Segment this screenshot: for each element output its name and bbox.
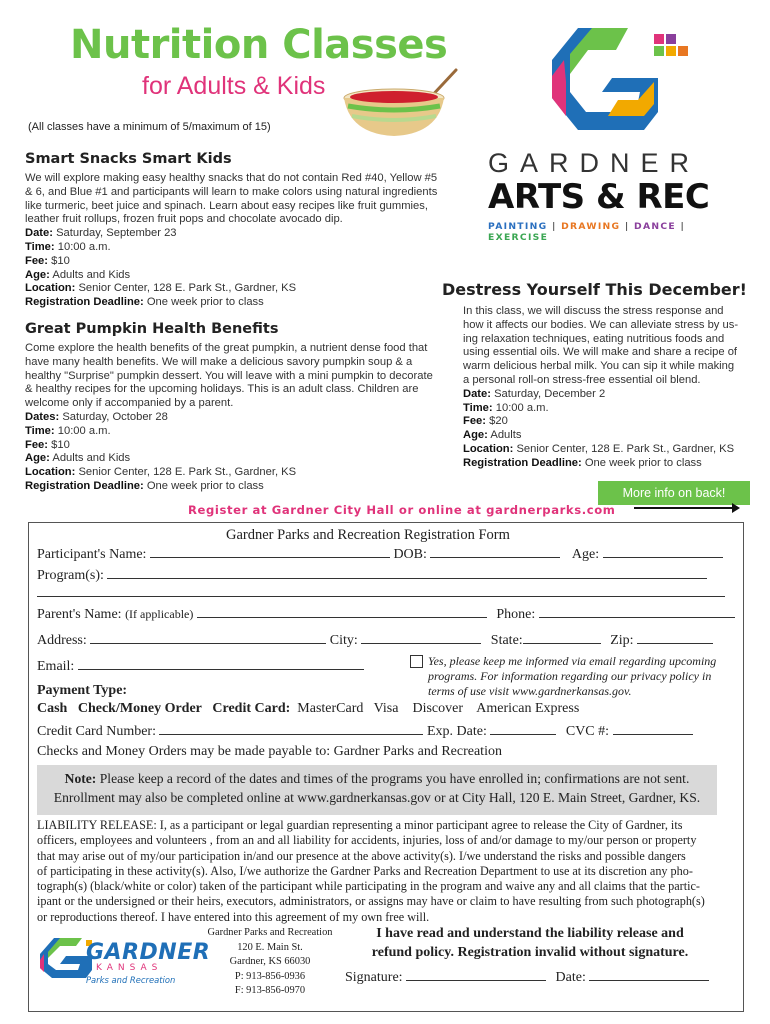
payment-credit[interactable]: Credit Card: [212, 701, 291, 716]
arrow-right-icon [632, 502, 742, 514]
footer-logo-dept: Parks and Recreation [86, 975, 176, 985]
arts-rec-logo [488, 148, 748, 243]
tag-exercise: EXERCISE [488, 232, 549, 243]
form-title: Gardner Parks and Recreation Registration Form [226, 527, 510, 543]
class-size-note: (All classes have a minimum of 5/maximum of 15) [28, 121, 271, 133]
class-fee: Fee: $10 [25, 254, 70, 267]
class-location: Location: Senior Center, 128 E. Park St., Gardner, KS [25, 282, 297, 295]
email-optin-text: Yes, please keep me informed via email regarding upcoming programs. For information regarding our privacy policy in terms of use visit www.gardnerkansas.gov. [428, 654, 717, 698]
destress-title: Destress Yourself This December! [442, 280, 747, 299]
class-date: Date: Saturday, September 23 [25, 227, 177, 240]
payment-options-row [37, 701, 579, 717]
class-time: Time: 10:00 a.m. [463, 401, 549, 414]
payable-note: Checks and Money Orders may be made payable to: Gardner Parks and Recreation [37, 744, 502, 759]
payment-check[interactable]: Check/Money Order [77, 701, 202, 716]
address-field[interactable] [90, 632, 326, 644]
page-title: Nutrition Classes [70, 22, 448, 68]
email-optin-checkbox[interactable] [410, 655, 423, 668]
logo-arts-rec-text: ARTS & REC [488, 177, 710, 217]
address-row: Address: City: State: Zip: [37, 632, 713, 649]
signature-field[interactable] [406, 969, 546, 981]
age-field[interactable] [603, 546, 723, 558]
programs-row: Program(s): [37, 567, 707, 584]
pumpkin-title: Great Pumpkin Health Benefits [25, 321, 279, 337]
state-field[interactable] [523, 632, 601, 644]
class-date: Date: Saturday, December 2 [463, 387, 606, 400]
agreement-statement: I have read and understand the liability release and refund policy. Registration invalid without signature. [371, 926, 689, 960]
class-fee: Fee: $20 [463, 415, 508, 428]
class-date: Dates: Saturday, October 28 [25, 410, 168, 423]
programs-field-line-2[interactable] [37, 596, 725, 597]
tag-drawing: DRAWING [561, 221, 621, 232]
signature-date-field[interactable] [589, 969, 709, 981]
class-location: Location: Senior Center, 128 E. Park St., Gardner, KS [463, 442, 735, 455]
city-field[interactable] [361, 632, 481, 644]
smart-snacks-title: Smart Snacks Smart Kids [25, 151, 232, 167]
participant-row: Participant's Name: DOB: Age: [37, 546, 723, 563]
card-amex[interactable]: American Express [476, 701, 580, 716]
liability-release: LIABILITY RELEASE: I, as a participant or legal guardian representing a minor participant agree to release the City of Gardner, its officers, employees and volunteers , from an and all liability for accidents, injuries, loss of and/or damage to my/our person or property that may arise out of my/our participation in/and our presence at the above activity(s). I/we understand the risks and possible dangers of participating in these activity(s). Also, I/we authorize the Gardner Parks and Recreation Department to use at its discretion any pho- tograph(s) (black/white or color) taken of the participant while participating in the program and waive any and all claims that the partic- ipant or the undersigned or their heirs, executors, administrators, or assigns may have or claim to have resulting from such photograph(s) or reproductions thereof. I have entered into this agreement of my own free will. [37, 818, 705, 924]
credit-card-number-field[interactable] [159, 723, 423, 735]
parent-name-field[interactable] [197, 606, 487, 618]
exp-date-field[interactable] [490, 723, 556, 735]
signature-row: Signature: Date: [345, 969, 709, 986]
card-mastercard[interactable]: MasterCard [297, 701, 364, 716]
page-subtitle: for Adults & Kids [142, 72, 326, 100]
email-field[interactable] [78, 658, 364, 670]
credit-card-row: Credit Card Number: Exp. Date: CVC #: [37, 723, 693, 740]
smart-snacks-description: We will explore making easy healthy snacks that do not contain Red #40, Yellow #5 & 6, and Blue #1 and participants will learn to make colors using natural ingredients like turmeric, beet juice and spinach. Learn about easy recipes like fruit gummies, leather fruit rollups, frozen fruit pops and chocolate avocado dip. Date: Saturday, September 23 Time: 10:00 a.m. Fee: $10 Age: Adults and Kids Location: Senior Center, 128 E. Park St., Gardner, KS Registration Deadline: One week prior to class [25, 172, 465, 310]
class-age: Age: Adults and Kids [25, 268, 131, 281]
class-time: Time: 10:00 a.m. [25, 424, 111, 437]
class-age: Age: Adults [463, 429, 522, 442]
pumpkin-description: Come explore the health benefits of the great pumpkin, a nutrient dense food that have many health benefits. We will make a delicious savory pumpkin soup & a healthy "Surprise" pumpkin dessert. You will leave with a mini pumpkin to decorate & healthy recipes for the upcoming holidays. This is an adult class. Children are welcome only if accompanied by a parent. Dates: Saturday, October 28 Time: 10:00 a.m. Fee: $10 Age: Adults and Kids Location: Senior Center, 128 E. Park St., Gardner, KS Registration Deadline: One week prior to class [25, 342, 449, 494]
enrollment-note: Note: Please keep a record of the dates and times of the programs you have enrolled in; confirmations are not sent. Enrollment may also be completed online at www.gardnerkansas.gov or at City Hall, 120 E. Main Street, Gardner, KS. [37, 765, 717, 815]
tag-dance: DANCE [634, 221, 676, 232]
card-discover[interactable]: Discover [412, 701, 464, 716]
parent-row: Parent's Name: (If applicable) Phone: [37, 606, 735, 623]
payment-cash[interactable]: Cash [37, 701, 68, 716]
mixing-bowl-image [336, 64, 466, 144]
register-link-text: Register at Gardner City Hall or online at gardnerparks.com [188, 503, 616, 517]
footer-logo-state: KANSAS [96, 963, 163, 973]
destress-description: In this class, we will discuss the stress response and how it affects our bodies. We can alleviate stress by us- ing relaxation techniques, eating nutritious foods and using essential oils. We will make and share a recipe of warm delicious herbal milk. You can sip it while making a personal roll-on stress-free essential oil blend. Date: Saturday, December 2 Time: 10:00 a.m. Fee: $20 Age: Adults Location: Senior Center, 128 E. Park St., Gardner, KS Registration Deadline: One week prior to class [463, 305, 753, 471]
class-time: Time: 10:00 a.m. [25, 240, 111, 253]
payment-type-label: Payment Type: [37, 683, 128, 698]
class-deadline: Registration Deadline: One week prior to class [25, 296, 264, 309]
gardner-g-logo-icon [548, 20, 708, 140]
programs-field[interactable] [107, 567, 707, 579]
phone-field[interactable] [539, 606, 735, 618]
email-row: Email: [37, 658, 364, 675]
class-deadline: Registration Deadline: One week prior to class [463, 456, 702, 469]
class-location: Location: Senior Center, 128 E. Park St., Gardner, KS [25, 466, 297, 479]
logo-gardner-text: GARDNER [488, 148, 701, 178]
logo-tagline: PAINTING | DRAWING | DANCE | EXERCISE [488, 221, 686, 243]
class-age: Age: Adults and Kids [25, 452, 131, 465]
parks-address-block: Gardner Parks and Recreation 120 E. Main St. Gardner, KS 66030 P: 913-856-0936 F: 913-856-0970 [207, 927, 333, 997]
tag-painting: PAINTING [488, 221, 548, 232]
footer-logo-name: GARDNER [86, 940, 211, 965]
cvc-field[interactable] [613, 723, 693, 735]
card-visa[interactable]: Visa [373, 701, 399, 716]
participant-name-field[interactable] [150, 546, 390, 558]
dob-field[interactable] [430, 546, 560, 558]
zip-field[interactable] [637, 632, 713, 644]
more-info-banner: More info on back! [598, 481, 750, 505]
class-fee: Fee: $10 [25, 438, 70, 451]
class-deadline: Registration Deadline: One week prior to class [25, 479, 264, 492]
